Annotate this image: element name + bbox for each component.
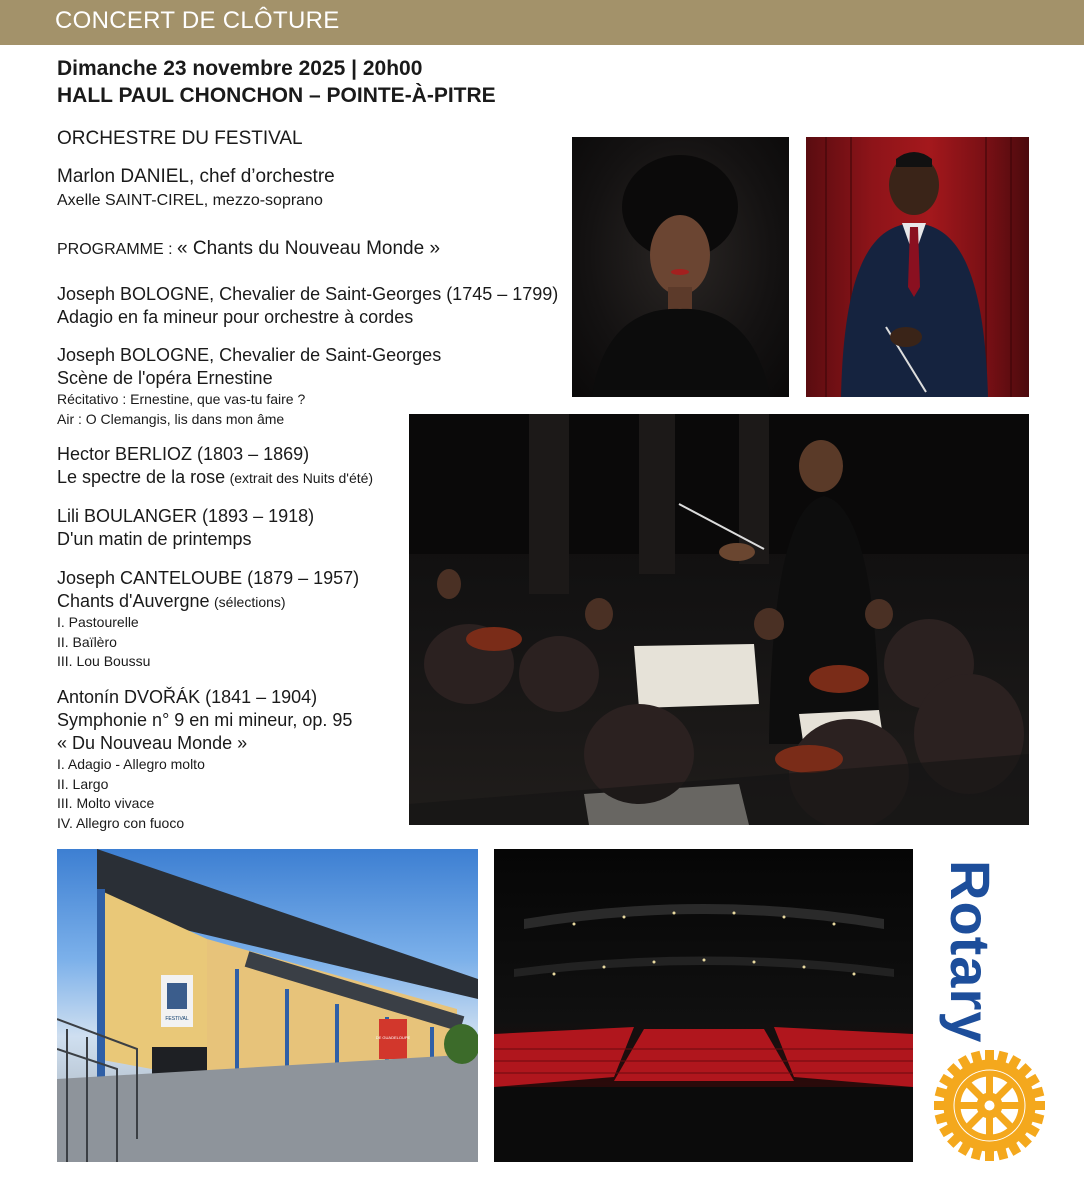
work-movement: I. Pastourelle xyxy=(57,614,139,630)
work-movement: III. Lou Boussu xyxy=(57,653,151,669)
work-title: Le spectre de la rose xyxy=(57,467,226,487)
rotary-wordmark: Rotary xyxy=(939,860,1002,1044)
hall-sign-2: DE GUADELOUPE xyxy=(375,1035,411,1040)
work-detail: Air : O Clemangis, lis dans mon âme xyxy=(57,410,285,427)
work-movement: III. Molto vivace xyxy=(57,795,155,811)
work-composer: Lili BOULANGER (1893 – 1918) xyxy=(57,506,315,526)
work-title: Chants d'Auvergne xyxy=(57,591,210,611)
header-banner xyxy=(0,0,1084,45)
event-venue: HALL PAUL CHONCHON – POINTE-À-PITRE xyxy=(57,84,496,107)
work-note: (extrait des Nuits d'été) xyxy=(229,470,374,486)
work-movement: I. Adagio - Allegro molto xyxy=(57,756,205,772)
work-composer: Hector BERLIOZ (1803 – 1869) xyxy=(57,444,310,464)
event-date: Dimanche 23 novembre 2025 | 20h00 xyxy=(57,57,423,80)
work-composer: Antonín DVOŘÁK (1841 – 1904) xyxy=(57,687,318,707)
programme-label: PROGRAMME : xyxy=(57,241,178,258)
auditorium-illustration xyxy=(494,849,913,1162)
hall-exterior-illustration xyxy=(57,849,478,1162)
work-movement: II. Largo xyxy=(57,775,109,792)
orchestra-name: ORCHESTRE DU FESTIVAL xyxy=(57,128,303,149)
work-title: Symphonie n° 9 en mi mineur, op. 95 xyxy=(57,710,353,730)
work-item xyxy=(57,283,558,329)
work-subtitle: « Du Nouveau Monde » xyxy=(57,733,248,753)
work-title: Adagio en fa mineur pour orchestre à cordes xyxy=(57,307,414,327)
work-title: D'un matin de printemps xyxy=(57,529,252,549)
work-item xyxy=(57,344,441,429)
work-note: (sélections) xyxy=(214,594,286,610)
work-item xyxy=(57,443,373,489)
auditorium-photo xyxy=(494,849,913,1162)
work-composer: Joseph BOLOGNE, Chevalier de Saint-Georges xyxy=(57,345,442,365)
work-movement: II. Baïlèro xyxy=(57,633,117,650)
mezzo-soprano-photo xyxy=(572,137,789,397)
rotary-wheel-icon xyxy=(932,1048,1047,1163)
work-item xyxy=(57,505,314,551)
soloist-line: Axelle SAINT-CIREL, mezzo-soprano xyxy=(57,192,323,209)
conductor-photo xyxy=(806,137,1029,397)
conductor-illustration xyxy=(806,137,1029,397)
work-composer: Joseph BOLOGNE, Chevalier de Saint-Georges (1745 – 1799) xyxy=(57,284,559,304)
work-title: Scène de l'opéra Ernestine xyxy=(57,368,273,388)
work-movement: IV. Allegro con fuoco xyxy=(57,814,185,831)
conductor-line: Marlon DANIEL, chef d’orchestre xyxy=(57,166,335,187)
mezzo-soprano-illustration xyxy=(572,137,789,397)
work-detail: Récitativo : Ernestine, que vas-tu faire ? xyxy=(57,391,306,407)
event-info xyxy=(57,55,496,109)
work-item xyxy=(57,567,359,672)
programme-title: « Chants du Nouveau Monde » xyxy=(177,238,441,259)
work-composer: Joseph CANTELOUBE (1879 – 1957) xyxy=(57,568,360,588)
hall-exterior-photo xyxy=(57,849,478,1162)
hall-sign-1: FESTIVAL xyxy=(165,1016,189,1022)
banner-title: CONCERT DE CLÔTURE xyxy=(55,7,340,34)
programme-heading xyxy=(57,237,440,260)
work-item xyxy=(57,686,352,833)
orchestra-photo xyxy=(409,414,1029,825)
orchestra-illustration xyxy=(409,414,1029,825)
